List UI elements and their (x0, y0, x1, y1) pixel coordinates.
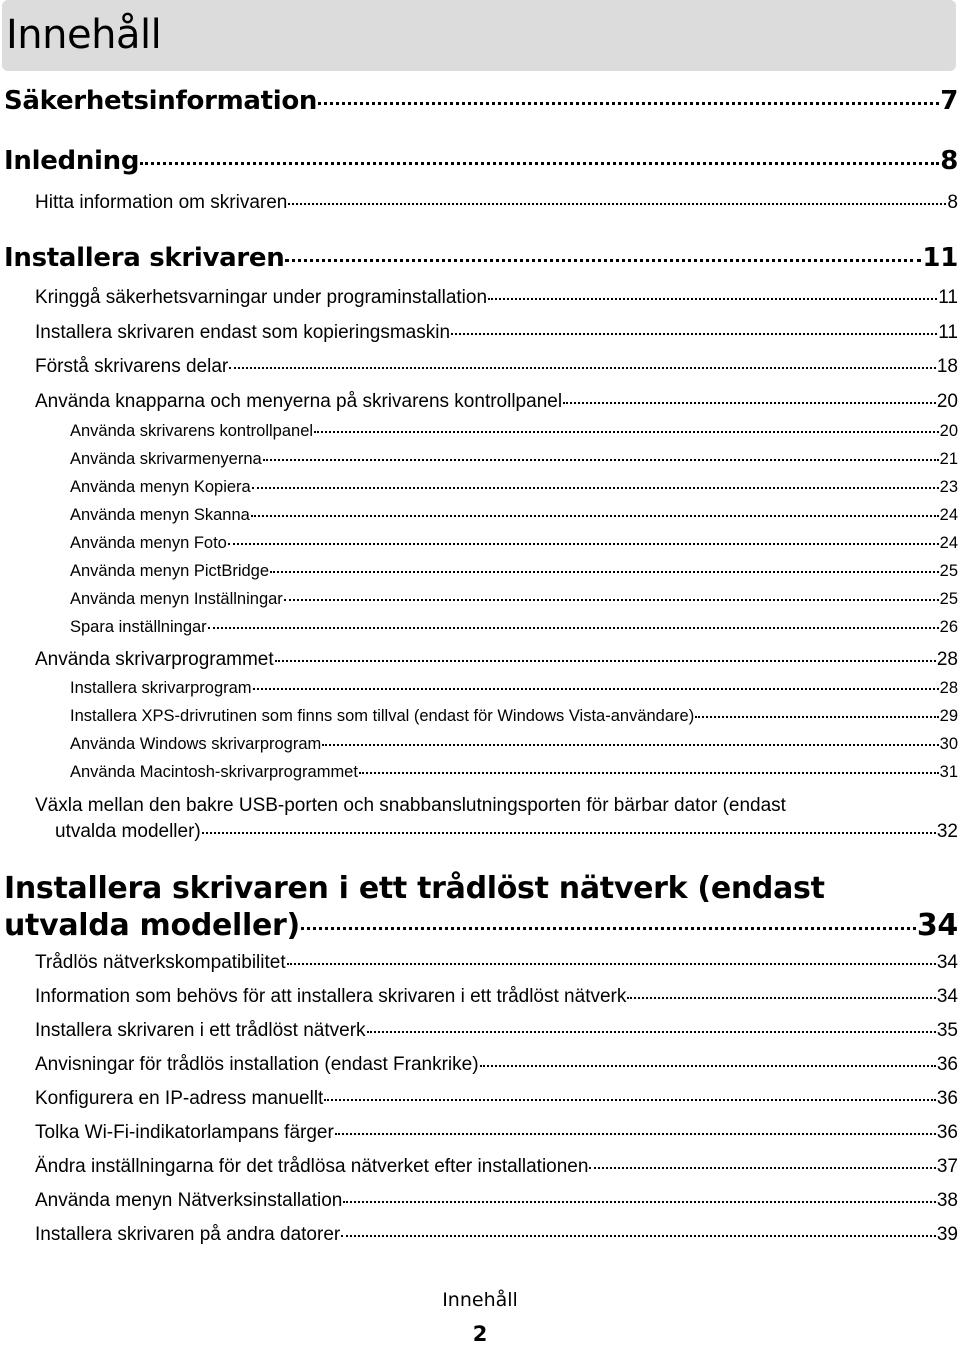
toc-page-number: 25 (939, 562, 958, 580)
toc-chapter-inledning[interactable] (4, 146, 958, 176)
toc-chapter-installera-skrivaren[interactable] (4, 243, 958, 273)
toc-page-number: 37 (936, 1156, 958, 1177)
dot-leader (288, 203, 946, 205)
toc-entry-title: Kringgå säkerhetsvarningar under programinstallation (35, 287, 488, 308)
toc-page-number: 38 (936, 1190, 958, 1211)
toc-entry-skrivarprogrammet[interactable] (35, 649, 958, 671)
toc-entry-knapparna[interactable] (35, 391, 958, 413)
dot-leader (488, 298, 937, 300)
toc-subentry-pictbridge[interactable] (70, 562, 958, 581)
footer-page-number: 2 (472, 1322, 488, 1346)
toc-entry-title: Säkerhetsinformation (4, 86, 318, 116)
dot-leader (322, 744, 938, 746)
toc-entry-title: Använda menyn Inställningar (70, 590, 283, 608)
toc-page-number: 23 (939, 478, 958, 496)
toc-entry-wifi[interactable] (35, 1122, 958, 1144)
toc-entry-title: Använda Windows skrivarprogram (70, 735, 322, 753)
toc-page-number: 35 (936, 1020, 958, 1041)
toc-entry-forsta-delar[interactable] (35, 356, 958, 378)
toc-page-number: 36 (936, 1088, 958, 1109)
dot-leader (343, 1201, 936, 1203)
toc-entry-title: Hitta information om skrivaren (35, 192, 288, 213)
toc-entry-title: Installera XPS-drivrutinen som finns som tillval (endast för Windows Vista-användare) (70, 707, 695, 725)
dot-leader (253, 688, 939, 690)
dot-leader (367, 1031, 936, 1033)
dot-leader (695, 716, 938, 718)
toc-chapter-tradlost-natverk[interactable] (4, 870, 958, 944)
toc-entry-title: Tolka Wi-Fi-indikatorlampans färger (35, 1122, 334, 1143)
toc-page-number: 34 (916, 908, 958, 943)
toc-entry-title: Trådlös nätverkskompatibilitet (35, 952, 286, 973)
dot-leader (208, 627, 939, 629)
toc-page-number: 34 (936, 986, 958, 1007)
toc-entry-title: Spara inställningar (70, 618, 207, 636)
toc-entry-title: Använda menyn Kopiera (70, 478, 251, 496)
toc-subentry-installera-skrivarprogram[interactable] (70, 679, 958, 698)
title-bar (2, 0, 956, 71)
toc-page-number: 31 (939, 763, 958, 781)
toc-entry-kopieringsmaskin[interactable] (35, 322, 958, 344)
toc-page-number: 20 (939, 422, 958, 440)
dot-leader (314, 431, 939, 433)
toc-page-number: 18 (936, 356, 958, 377)
toc-page-number: 24 (939, 506, 958, 524)
toc-page-number: 39 (936, 1224, 958, 1245)
toc-page-number: 36 (936, 1122, 958, 1143)
dot-leader (252, 487, 939, 489)
toc-entry-kompatibilitet[interactable] (35, 952, 958, 974)
dot-leader (335, 1133, 936, 1135)
toc-entry-title: Använda skrivarens kontrollpanel (70, 422, 314, 440)
footer-section-label: Innehåll (442, 1289, 518, 1311)
toc-subentry-foto[interactable] (70, 534, 958, 553)
toc-entry-title: Anvisningar för trådlös installation (endast Frankrike) (35, 1054, 479, 1075)
dot-leader (301, 927, 916, 930)
toc-entry-information-som-behovs[interactable] (35, 986, 958, 1008)
toc-entry-title: Installera skrivaren i ett trådlöst nätverk (35, 1020, 366, 1041)
toc-entry-title: Använda knapparna och menyerna på skrivarens kontrollpanel (35, 391, 563, 412)
dot-leader (263, 459, 939, 461)
dot-leader (563, 402, 936, 404)
page-title: Innehåll (6, 12, 162, 58)
toc-entry-title: Växla mellan den bakre USB-porten och snabbanslutningsporten för bärbar dator (endast (35, 795, 786, 816)
toc-page-number: 20 (936, 391, 958, 412)
toc-entry-title: Konfigurera en IP-adress manuellt (35, 1088, 324, 1109)
toc-subentry-kopiera[interactable] (70, 478, 958, 497)
toc-entry-title: Använda menyn Skanna (70, 506, 250, 524)
dot-leader (251, 515, 939, 517)
toc-entry-title: Installera skrivaren (4, 243, 285, 273)
toc-page-number: 30 (939, 735, 958, 753)
dot-leader (275, 660, 936, 662)
dot-leader (318, 102, 939, 105)
toc-entry-andra-datorer[interactable] (35, 1224, 958, 1246)
toc-page-number: 32 (936, 821, 958, 842)
toc-entry-natverksinstallation[interactable] (35, 1190, 958, 1212)
dot-leader (284, 599, 939, 601)
toc-entry-title: Använda menyn PictBridge (70, 562, 270, 580)
toc-page-number: 8 (947, 192, 958, 213)
toc-entry-title: Använda Macintosh-skrivarprogrammet (70, 763, 358, 781)
toc-subentry-skanna[interactable] (70, 506, 958, 525)
toc-page-number: 29 (939, 707, 958, 725)
dot-leader (287, 963, 936, 965)
dot-leader (324, 1099, 936, 1101)
toc-subentry-skrivarmenyerna[interactable] (70, 450, 958, 469)
dot-leader (285, 259, 921, 262)
dot-leader (140, 162, 939, 165)
toc-entry-title-continued: utvalda modeller) (4, 908, 300, 943)
toc-subentry-xps[interactable] (70, 707, 958, 726)
toc-entry-title: Förstå skrivarens delar (35, 356, 229, 377)
toc-subentry-installningar[interactable] (70, 590, 958, 609)
toc-entry-anvisningar[interactable] (35, 1054, 958, 1076)
toc-entry-hitta-information[interactable] (35, 192, 958, 214)
toc-page-number: 11 (922, 243, 958, 273)
dot-leader (270, 571, 939, 573)
toc-entry-vaxla[interactable] (35, 793, 958, 845)
toc-entry-title: Installera skrivaren på andra datorer (35, 1224, 341, 1245)
toc-entry-title: Använda menyn Foto (70, 534, 227, 552)
toc-page-number: 34 (936, 952, 958, 973)
dot-leader (341, 1235, 936, 1237)
toc-entry-title-continued: utvalda modeller) (55, 821, 201, 842)
toc-chapter-sakerhetsinformation[interactable] (4, 86, 958, 116)
toc-page-number: 21 (939, 450, 958, 468)
toc-page-number: 28 (939, 679, 958, 697)
toc-page-number: 26 (939, 618, 958, 636)
toc-subentry-spara[interactable] (70, 618, 958, 637)
toc-entry-title: Inledning (4, 146, 140, 176)
toc-subentry-kontrollpanel[interactable] (70, 422, 958, 441)
toc-page-number: 25 (939, 590, 958, 608)
toc-entry-title: Använda skrivarprogrammet (35, 649, 274, 670)
toc-page-number: 24 (939, 534, 958, 552)
dot-leader (627, 997, 935, 999)
toc-entry-title: Installera skrivaren i ett trådlöst nätverk (endast (4, 871, 825, 906)
toc-entry-title: Använda menyn Nätverksinstallation (35, 1190, 343, 1211)
toc-page-number: 7 (940, 86, 958, 116)
dot-leader (359, 772, 939, 774)
dot-leader (480, 1065, 936, 1067)
toc-subentry-macintosh[interactable] (70, 763, 958, 782)
toc-page-number: 8 (940, 146, 958, 176)
toc-entry-title: Information som behövs för att installera skrivaren i ett trådlöst nätverk (35, 986, 627, 1007)
toc-entry-title: Installera skrivarprogram (70, 679, 252, 697)
toc-entry-ip-adress[interactable] (35, 1088, 958, 1110)
dot-leader (202, 832, 936, 834)
toc-page-number: 11 (938, 287, 958, 308)
dot-leader (228, 543, 939, 545)
toc-page-number: 28 (936, 649, 958, 670)
toc-entry-kringga[interactable] (35, 287, 958, 309)
dot-leader (229, 367, 936, 369)
dot-leader (589, 1167, 935, 1169)
toc-entry-title: Använda skrivarmenyerna (70, 450, 262, 468)
toc-page-number: 36 (936, 1054, 958, 1075)
dot-leader (451, 333, 937, 335)
toc-entry-title: Installera skrivaren endast som kopieringsmaskin (35, 322, 451, 343)
toc-subentry-windows[interactable] (70, 735, 958, 754)
toc-entry-andra-installningarna[interactable] (35, 1156, 958, 1178)
toc-entry-title: Ändra inställningarna för det trådlösa nätverket efter installationen (35, 1156, 589, 1177)
toc-page-number: 11 (938, 322, 958, 343)
toc-entry-installera-tradlost[interactable] (35, 1020, 958, 1042)
